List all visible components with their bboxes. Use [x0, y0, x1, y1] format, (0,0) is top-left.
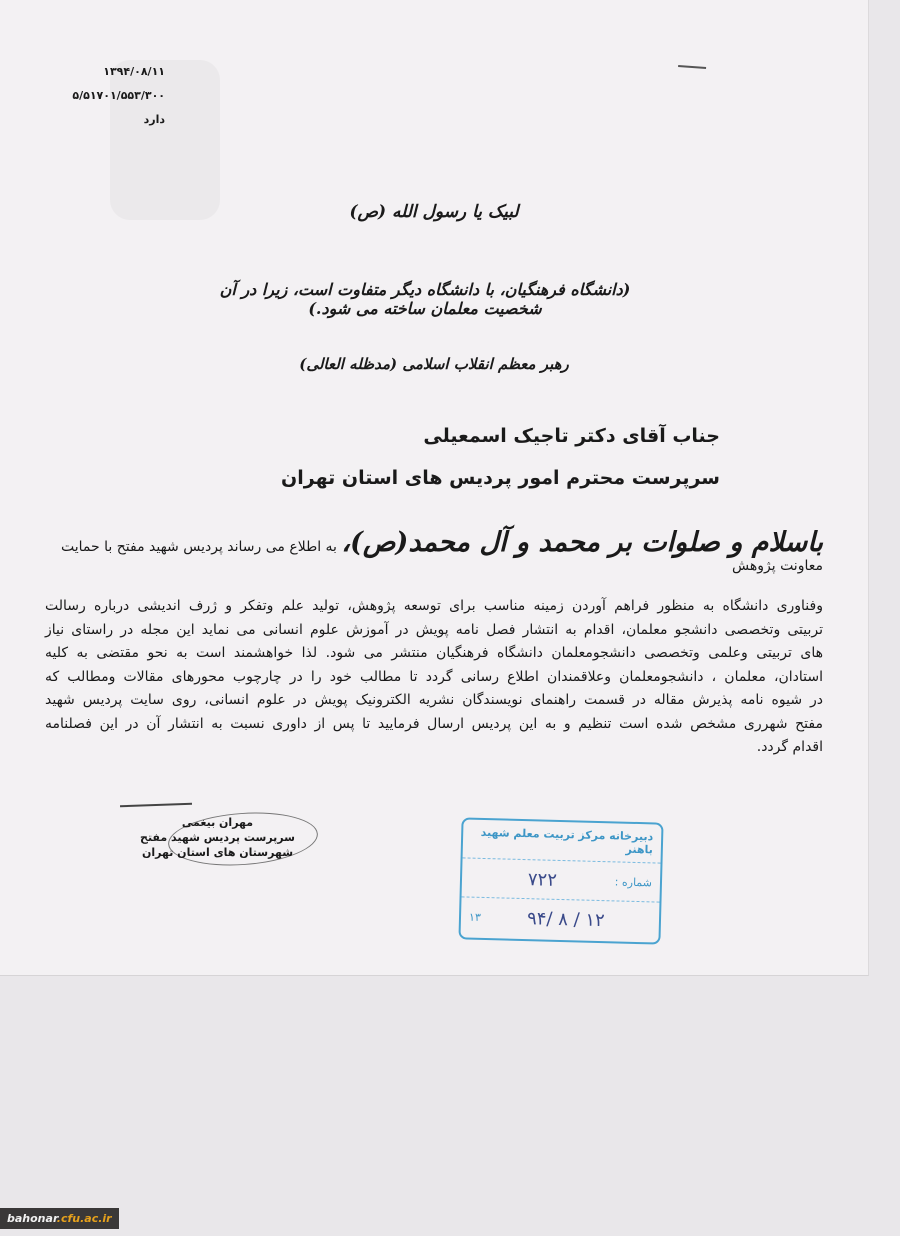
salutation: باسلام و صلوات بر محمد و آل محمد(ص)،	[341, 527, 823, 558]
registry-stamp	[458, 817, 663, 944]
recipient-title: سرپرست محترم امور پردیس های استان تهران	[281, 467, 720, 489]
pen-mark	[678, 65, 706, 72]
recipient-name: جناب آقای دکتر تاجیک اسمعیلی	[423, 425, 720, 447]
signature-block	[140, 815, 295, 860]
motto-labbayk: لبیک یا رسول الله (ص)	[349, 202, 519, 222]
body-line: استادان، معلمان ، دانشجومعلمان وعلاقمندان اطلاع رسانی گردد تا مطالب خود را در چارچوب محورهای مقالات ومطالب که	[45, 668, 823, 685]
stamp-date-row	[461, 897, 660, 940]
body-line: مفتح شهرری مشخص شده است تنظیم و به این پردیس ارسال فرمایید تا پس از داوری نسبت به انتشار آن در این فصلنامه	[45, 715, 823, 732]
watermark-domain: .cfu.ac.ir	[56, 1212, 112, 1225]
stamp-number-label: شماره :	[614, 874, 653, 889]
letter-date: ۱۳۹۴/۰۸/۱۱	[103, 65, 165, 78]
signature-stroke	[120, 803, 192, 808]
body-line: اقدام گردد.	[756, 739, 823, 755]
letter-attachment: دارد	[143, 113, 165, 126]
greeting	[45, 527, 823, 574]
body-line: تربیتی وتخصصی دانشجو معلمان، اقدام به انتشار فصل نامه پویش در آموزش علوم انسانی می نماید این مجله در راستای نیاز	[45, 621, 823, 638]
letter-meta	[60, 60, 165, 132]
stamp-number-value: ۷۲۲	[527, 868, 558, 891]
signer-title-1: سرپرست پردیس شهید مفتح	[140, 831, 295, 844]
watermark-text: bahonar	[7, 1212, 57, 1225]
body-line: وفناوری دانشگاه به منظور فراهم آوردن زمینه مناسب برای توسعه پژوهش، تولید علم وتفکر و ژرف اندیشی درباره رسالت	[45, 598, 823, 614]
signer-title-2: شهرستان های استان تهران	[141, 846, 294, 859]
stamp-date-prefix: ۱۳	[468, 910, 482, 924]
signer-name: مهران بیغمی	[181, 816, 254, 829]
body-line: در شیوه نامه پذیرش مقاله در قسمت راهنمای نویسندگان نشریه الکترونیک پویش در علوم انسانی، روی سایت پردیس شهید	[45, 692, 823, 708]
stamp-number-row	[462, 858, 661, 902]
letter-number: ۵/۵۱۷۰۱/۵۵۳/۳۰۰	[72, 89, 165, 102]
stamp-date-value: ۹۴/ ۸ / ۱۲	[526, 907, 605, 931]
greeting-continuation: به اطلاع می رساند پردیس شهید مفتح با حمایت معاونت پژوهش	[61, 539, 823, 574]
stamp-header: دبیرخانه مرکز تربیت معلم شهید باهنر	[463, 819, 662, 863]
motto-quote: (دانشگاه فرهنگیان، با دانشگاه دیگر متفاوت است، زیرا در آن شخصیت معلمان ساخته می شود.)	[219, 280, 631, 318]
letter-body	[45, 595, 823, 760]
body-line: های تربیتی وعلمی وتخصصی دانشجومعلمان دانشگاه فرهنگیان منتشر می شود. لذا خواهشمند است به نحو مقتضی به کلیه	[45, 645, 823, 661]
motto-attribution: رهبر معظم انقلاب اسلامی (مدظله العالی)	[299, 355, 569, 373]
site-watermark	[0, 1208, 119, 1229]
